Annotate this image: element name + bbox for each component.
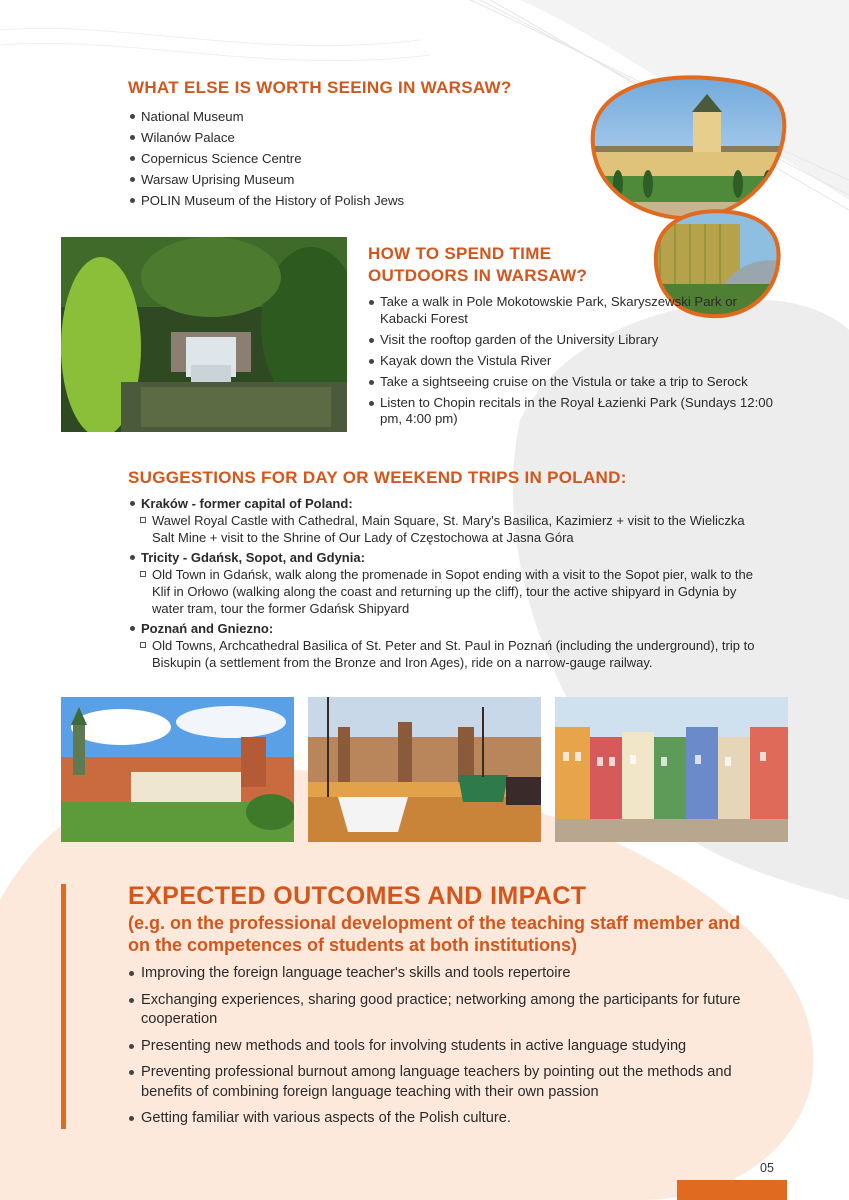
outdoors-list [367, 294, 787, 432]
trip-heading: Tricity - Gdańsk, Sopot, and Gdynia: [128, 549, 768, 566]
trip-description: Old Town in Gdańsk, walk along the promenade in Sopot ending with a visit to the Sopot pier, walk to the Klif in Orłowo (walking along the coast and returning up the cliff), tour the active shipyard in Gdynia by water tram, tour the former Gdańsk Shipyard [128, 566, 768, 617]
list-item: Visit the rooftop garden of the University Library [367, 332, 787, 349]
warsaw-list [128, 106, 568, 211]
wilanow-palace-photo [588, 72, 793, 222]
krakow-wawel-photo [61, 697, 294, 842]
list-item: Kayak down the Vistula River [367, 353, 787, 370]
outdoors-title-line2: OUTDOORS IN WARSAW? [368, 266, 588, 285]
trips-title: SUGGESTIONS FOR DAY OR WEEKEND TRIPS IN POLAND: [128, 468, 627, 487]
list-item: Presenting new methods and tools for involving students in active language studying [127, 1037, 747, 1057]
list-item: Getting familiar with various aspects of the Polish culture. [127, 1109, 747, 1129]
outcomes-list [127, 964, 747, 1136]
list-item: Improving the foreign language teacher's skills and tools repertoire [127, 964, 747, 984]
outdoors-title [368, 243, 587, 287]
outcomes-accent-bar [61, 884, 66, 1129]
outdoors-title-line1: HOW TO SPEND TIME [368, 244, 552, 263]
gdansk-harbor-photo [308, 697, 541, 842]
trip-heading: Kraków - former capital of Poland: [128, 495, 768, 512]
trips-list [128, 495, 768, 674]
list-item: Take a walk in Pole Mokotowskie Park, Skaryszewski Park or Kabacki Forest [367, 294, 787, 327]
page-footer-bar [677, 1180, 787, 1200]
trip-description: Old Towns, Archcathedral Basilica of St. Peter and St. Paul in Poznań (including the underground), trip to Biskupin (a settlement from the Bronze and Iron Ages), ride on a narrow-gauge railway. [128, 637, 768, 671]
outcomes-subtitle: (e.g. on the professional development of the teaching staff member and on the competences of students at both institutions) [128, 913, 741, 955]
list-item: Preventing professional burnout among language teachers by pointing out the methods and benefits of combining foreign language teaching with their own passion [127, 1063, 747, 1102]
park-waterfall-photo [61, 237, 347, 432]
trip-heading: Poznań and Gniezno: [128, 620, 768, 637]
list-item: Listen to Chopin recitals in the Royal Łazienki Park (Sundays 12:00 pm, 4:00 pm) [367, 395, 787, 428]
list-item: POLIN Museum of the History of Polish Jews [128, 190, 568, 211]
outcomes-title: EXPECTED OUTCOMES AND IMPACT [128, 882, 587, 910]
list-item: Exchanging experiences, sharing good practice; networking among the participants for future cooperation [127, 991, 747, 1030]
poznan-old-town-photo [555, 697, 788, 842]
trip-description: Wawel Royal Castle with Cathedral, Main Square, St. Mary's Basilica, Kazimierz + visit to the Wieliczka Salt Mine + visit to the Shrine of Our Lady of Częstochowa at Jasna Góra [128, 512, 768, 546]
list-item: Wilanów Palace [128, 127, 568, 148]
warsaw-title: WHAT ELSE IS WORTH SEEING IN WARSAW? [128, 78, 512, 97]
list-item: Take a sightseeing cruise on the Vistula or take a trip to Serock [367, 374, 787, 391]
list-item: Warsaw Uprising Museum [128, 169, 568, 190]
list-item: Copernicus Science Centre [128, 148, 568, 169]
list-item: National Museum [128, 106, 568, 127]
page-number: 05 [760, 1161, 774, 1175]
